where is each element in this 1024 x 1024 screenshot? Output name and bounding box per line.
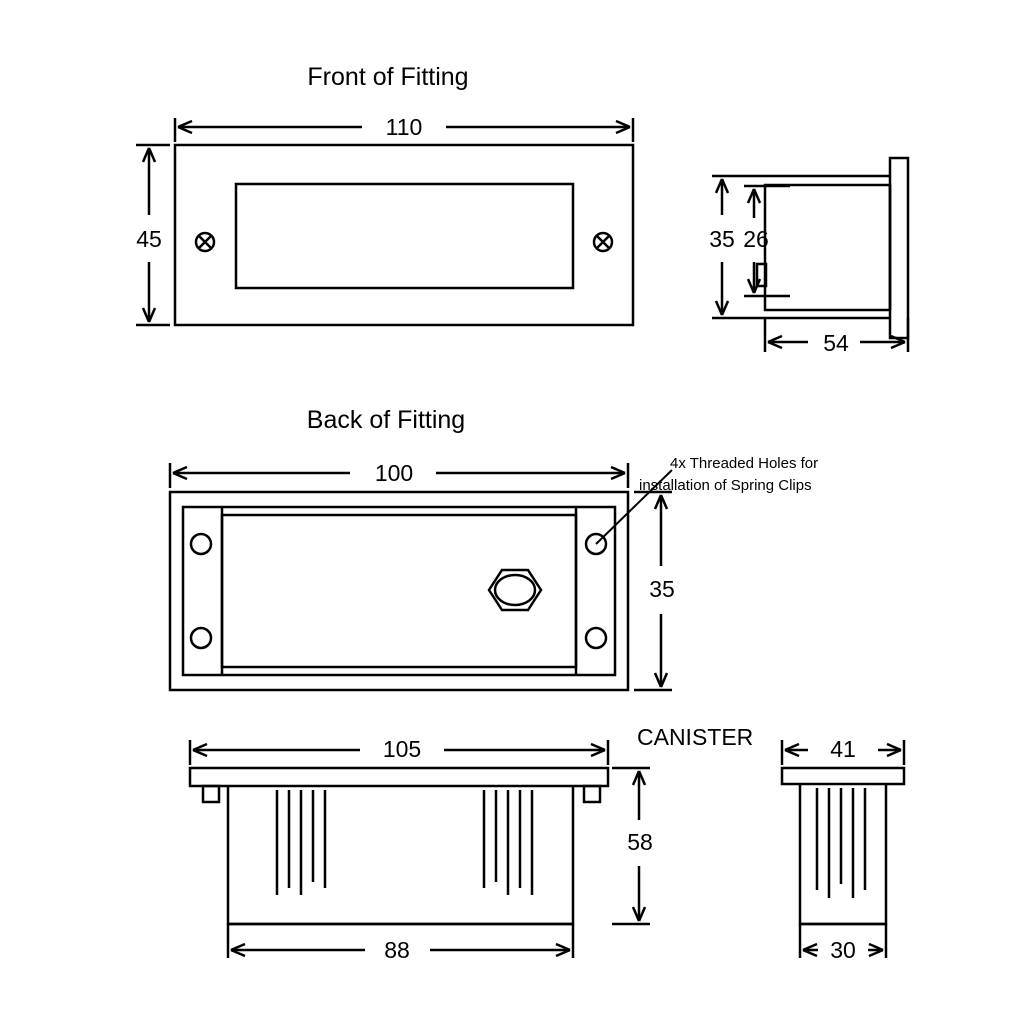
canister-side-drawing xyxy=(782,768,904,924)
back-of-fitting-title: Back of Fitting xyxy=(306,406,466,434)
dimension-105-label: 105 xyxy=(382,736,422,762)
dimension-35-side-label: 35 xyxy=(709,226,735,252)
dimension-58-label: 58 xyxy=(627,829,653,855)
dimension-45-label: 45 xyxy=(136,226,162,252)
canister-front-drawing xyxy=(190,768,608,924)
dimension-54-label: 54 xyxy=(823,330,849,356)
dimension-35-back-label: 35 xyxy=(649,576,675,602)
threaded-holes-note-line2: installation of Spring Clips xyxy=(639,477,812,494)
dimension-88-label: 88 xyxy=(384,937,410,963)
dimension-110-label: 110 xyxy=(385,114,423,140)
dimension-30-label: 30 xyxy=(830,937,856,963)
back-of-fitting-drawing xyxy=(170,492,628,690)
front-of-fitting-drawing xyxy=(175,145,633,325)
front-of-fitting-title: Front of Fitting xyxy=(307,63,469,91)
threaded-holes-note-line1: 4x Threaded Holes for xyxy=(670,455,819,472)
dimension-41-label: 41 xyxy=(830,736,856,762)
dimension-26-label: 26 xyxy=(743,226,769,252)
side-body-height-dimension xyxy=(712,176,890,318)
canister-title: CANISTER xyxy=(637,724,754,750)
dimension-100-label: 100 xyxy=(374,460,414,486)
